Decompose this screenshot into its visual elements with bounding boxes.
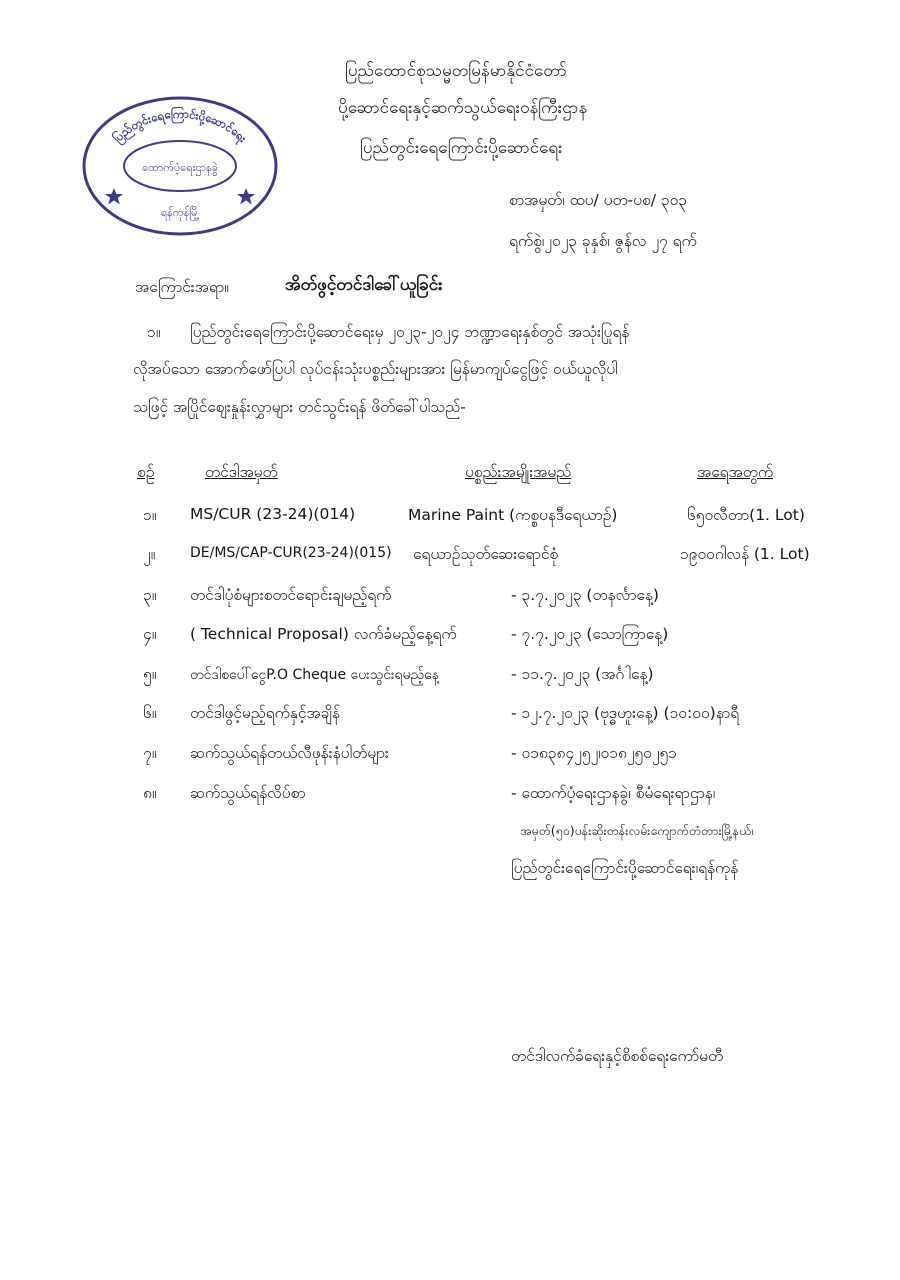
detail-number: ၇။ <box>143 744 157 762</box>
row-number: ၂။ <box>143 545 156 563</box>
column-header-item: ပစ္စည်းအမျိုးအမည် <box>465 463 572 481</box>
official-stamp <box>80 88 280 238</box>
tender-number: MS/CUR (23-24)(014) <box>190 505 356 523</box>
item-quantity: ၆၅၀လီတာ(1. Lot) <box>687 506 805 524</box>
paragraph-number: ၁။ <box>147 323 161 341</box>
detail-label: ဆက်သွယ်ရန်လိပ်စာ <box>190 784 306 802</box>
item-name: ရေယာဉ်သုတ်ဆေးရောင်စုံ <box>413 545 559 563</box>
letter-date: ရက်စွဲ၊၂၀၂၃ ခုနှစ်၊ ဇွန်လ ၂၇ ရက် <box>509 232 697 250</box>
paragraph-line: သဖြင့် အပြိုင်စျေးနှုန်းလွှာများ တင်သွင်းရန် ဖိတ်ခေါ်ပါသည်- <box>133 398 466 416</box>
detail-number: ၈။ <box>143 784 157 802</box>
column-header-quantity: အရေအတွက် <box>697 463 774 481</box>
detail-label: ( Technical Proposal) လက်ခံမည့်နေ့ရက် <box>190 625 457 643</box>
item-name: Marine Paint (ကစ္စပနဒီရေယာဉ်) <box>408 506 618 524</box>
detail-label: တင်ဒါပုံစံများစတင်ရောင်းချမည့်ရက် <box>190 586 392 604</box>
detail-number: ၅။ <box>143 665 157 683</box>
stamp-top-text: ပြည်တွင်းရေကြောင်းပို့ဆောင်ရေး <box>110 106 250 146</box>
stamp-center-text: ထောက်ပံ့ရေးဌာနခွဲ <box>142 161 218 174</box>
row-number: ၁။ <box>143 506 157 524</box>
detail-number: ၄။ <box>143 625 157 643</box>
detail-number: ၃။ <box>143 586 157 604</box>
header-country: ပြည်ထောင်စုသမ္မတမြန်မာနိုင်ငံတော် <box>345 61 567 81</box>
paragraph-line: ပြည်တွင်းရေကြောင်းပို့ဆောင်ရေးမှ ၂၀၂၃-၂၀၂၄ ဘဏ္ဍာရေးနှစ်တွင် အသုံးပြုရန် <box>190 323 630 341</box>
star-icon <box>237 188 255 205</box>
detail-label: တင်ဒါဖွင့်မည့်ရက်နှင့်အချိန် <box>190 704 340 722</box>
column-header-tender-no: တင်ဒါအမှတ် <box>205 463 278 481</box>
letter-number: စာအမှတ်၊ ထပ/ ပတ-ပစ/ ၃၀၃ <box>509 191 688 209</box>
tender-number: DE/MS/CAP-CUR(23-24)(015) <box>190 545 392 561</box>
header-ministry: ပို့ဆောင်ရေးနှင့်ဆက်သွယ်ရေးဝန်ကြီးဌာန <box>338 98 588 118</box>
item-quantity: ၁၉၀၀ဂါလန် (1. Lot) <box>680 545 810 563</box>
subject-title: အိတ်ဖွင့်တင်ဒါခေါ်ယူခြင်း <box>285 275 443 295</box>
address-line: ပြည်တွင်းရေကြောင်းပို့ဆောင်ရေး၊ရန်ကုန် <box>511 859 739 877</box>
signature-committee: တင်ဒါလက်ခံရေးနှင့်စိစစ်ရေးကော်မတီ <box>511 1047 724 1065</box>
column-header-serial: စဉ် <box>137 463 155 481</box>
header-department: ပြည်တွင်းရေကြောင်းပို့ဆောင်ရေး <box>360 138 563 158</box>
subject-label: အကြောင်းအရာ။ <box>135 278 229 296</box>
detail-number: ၆။ <box>143 704 157 722</box>
detail-label: တင်ဒါစပေါ်ငွေP.O Cheque ပေးသွင်းရမည့်နေ့ <box>190 667 439 683</box>
detail-value: - ၁၂.၇.၂၀၂၃ (ဗုဒ္ဓဟူးနေ့) (၁၀:၀၀)နာရီ <box>511 704 740 722</box>
paragraph-line: လိုအပ်သော အောက်ဖော်ပြပါ လုပ်ငန်းသုံးပစ္စည်းများအား မြန်မာကျပ်ငွေဖြင့် ဝယ်ယူလိုပါ <box>133 360 618 378</box>
detail-value: - ၁၁.၇.၂၀၂၃ (အင်္ဂါနေ့) <box>511 665 654 683</box>
detail-value: - ထောက်ပံ့ရေးဌာနခွဲ၊ စီမံရေးရာဌာန၊ <box>511 784 716 802</box>
detail-value: - ၀၁၈၃၈၄၂၅၂၊၀၁၈၂၅၀၂၅၁ <box>511 744 677 762</box>
detail-label: ဆက်သွယ်ရန်တယ်လီဖုန်းနံပါတ်များ <box>190 744 389 762</box>
detail-value: - ၇.၇.၂၀၂၃ (သောကြာနေ့) <box>511 625 669 643</box>
address-line: အမှတ်(၅၀)ပန်းဆိုးတန်းလမ်းကျောက်တံတားမြို့နယ်၊ <box>520 823 754 838</box>
stamp-bottom-text: ရန်ကုန်မြို့ <box>160 206 200 219</box>
detail-value: - ၃.၇.၂၀၂၃ (တနင်္လာနေ့) <box>511 586 659 604</box>
star-icon <box>105 188 123 205</box>
